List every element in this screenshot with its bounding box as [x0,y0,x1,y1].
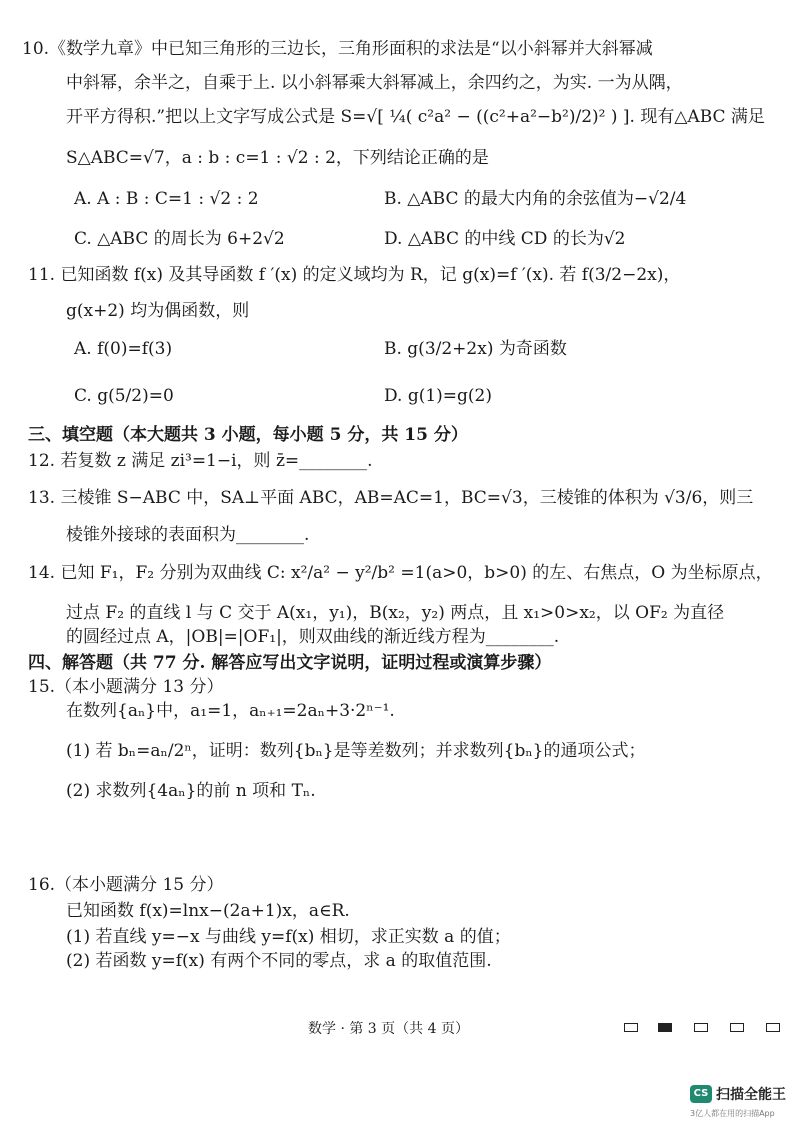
page-indicator-square-active [658,1023,672,1032]
q11-line-1: 11. 已知函数 f(x) 及其导函数 f ′(x) 的定义域均为 R，记 g(x)=f ′(x). 若 f(3/2−2x)， [28,265,681,285]
camscanner-logo-icon: CS [690,1085,712,1103]
q13-line-2: 棱锥外接球的表面积为________. [66,525,310,545]
q15-part-2: (2) 求数列{4aₙ}的前 n 项和 Tₙ. [66,781,316,801]
page-indicator-square [624,1023,638,1032]
q14-line-3: 的圆经过点 A，|OB|=|OF₁|，则双曲线的渐近线方程为________. [66,627,560,647]
q10-line-4: S△ABC=√7，a : b : c=1 : √2 : 2，下列结论正确的是 [66,148,489,168]
q11-option-c: C. g(5/2)=0 [74,386,174,406]
q11-line-2: g(x+2) 均为偶函数，则 [66,301,250,321]
q11-option-b: B. g(3/2+2x) 为奇函数 [384,339,567,359]
page-indicator-square [694,1023,708,1032]
q16-stem: 已知函数 f(x)=lnx−(2a+1)x，a∈R. [66,901,350,921]
q16-part-2: (2) 若函数 y=f(x) 有两个不同的零点，求 a 的取值范围. [66,951,492,971]
page-footer: 数学 · 第 3 页（共 4 页） [308,1021,469,1037]
q10-option-a: A. A : B : C=1 : √2 : 2 [74,189,259,209]
q11-option-a: A. f(0)=f(3) [74,339,173,359]
q12-text: 12. 若复数 z 满足 zi³=1−i，则 z̄=________. [28,451,373,471]
page-indicator-square [730,1023,744,1032]
q10-line-1: 10.《数学九章》中已知三角形的三边长，三角形面积的求法是“以小斜幂并大斜幂减 [22,39,653,59]
q16-part-1: (1) 若直线 y=−x 与曲线 y=f(x) 相切，求正实数 a 的值； [66,927,511,947]
q11-option-d: D. g(1)=g(2) [384,386,493,406]
q13-line-1: 13. 三棱锥 S−ABC 中，SA⊥平面 ABC，AB=AC=1，BC=√3，三棱锥的体积为 √3/6，则三 [28,488,754,508]
q16-title: 16.（本小题满分 15 分） [28,875,224,895]
q15-stem: 在数列{aₙ}中，a₁=1，aₙ₊₁=2aₙ+3·2ⁿ⁻¹. [66,701,395,721]
q10-option-d: D. △ABC 的中线 CD 的长为√2 [384,229,626,249]
watermark-subtitle: 3亿人都在用的扫描App [690,1109,775,1118]
q14-line-1: 14. 已知 F₁，F₂ 分别为双曲线 C: x²/a² − y²/b² =1(a>0，b>0) 的左、右焦点，O 为坐标原点， [28,563,773,583]
q15-part-1: (1) 若 bₙ=aₙ/2ⁿ，证明：数列{bₙ}是等差数列；并求数列{bₙ}的通项公式； [66,741,646,761]
q10-option-c: C. △ABC 的周长为 6+2√2 [74,229,285,249]
watermark-title: 扫描全能王 [716,1087,786,1103]
q10-line-3: 开平方得积.”把以上文字写成公式是 S=√[ ¼( c²a² − ((c²+a²−b²)/2)² ) ]. 现有△ABC 满足 [66,107,765,127]
q10-option-b: B. △ABC 的最大内角的余弦值为−√2/4 [384,189,687,209]
q10-line-2: 中斜幂，余半之，自乘于上. 以小斜幂乘大斜幂减上，余四约之，为实. 一为从隅， [66,73,683,93]
page-indicator-square [766,1023,780,1032]
section-4-heading: 四、解答题（共 77 分. 解答应写出文字说明，证明过程或演算步骤） [28,653,552,673]
section-3-heading: 三、填空题（本大题共 3 小题，每小题 5 分，共 15 分） [28,425,468,445]
q14-line-2: 过点 F₂ 的直线 l 与 C 交于 A(x₁，y₁)，B(x₂，y₂) 两点，且 x₁>0>x₂，以 OF₂ 为直径 [66,603,725,623]
q15-title: 15.（本小题满分 13 分） [28,677,224,697]
